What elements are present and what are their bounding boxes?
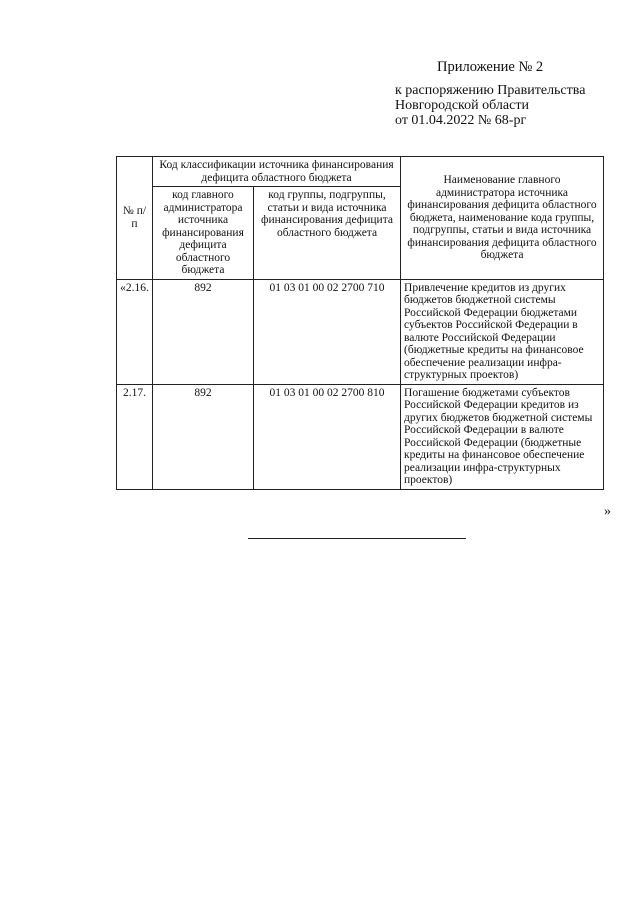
header-classification-code: Код классификации источника финансирования дефицита областного бюджета — [153, 157, 401, 187]
table-header-row — [117, 157, 604, 187]
row-admin-code: 892 — [153, 384, 254, 489]
budget-source-table — [116, 156, 604, 490]
order-reference-line-1: к распоряжению Правительства — [395, 83, 586, 98]
table-row — [117, 279, 604, 384]
header-group-code: код группы, подгруппы, статьи и вида источника финансирования дефицита областного бюджета — [254, 187, 401, 280]
row-classification-code: 01 03 01 00 02 2700 810 — [254, 384, 401, 489]
closing-quote: » — [604, 504, 611, 519]
header-number: № п/п — [117, 157, 153, 280]
table-row — [117, 384, 604, 489]
header-administrator-code: код главного администратора источника финансирования дефицита областного бюджета — [153, 187, 254, 280]
row-admin-code: 892 — [153, 279, 254, 384]
order-reference-line-2: Новгородской области — [395, 98, 529, 113]
end-divider-line — [248, 538, 466, 539]
appendix-title: Приложение № 2 — [437, 59, 544, 75]
row-description: Погашение бюджетами субъектов Российской Федерации кредитов из других бюджетов бюджетной системы Российской Федерации в валюте Российской Федерации (бюджетные кредиты на финансовое обеспечение реализации инфра-структурных проектов) — [401, 384, 604, 489]
appendix-header — [395, 60, 625, 128]
row-classification-code: 01 03 01 00 02 2700 710 — [254, 279, 401, 384]
row-number: 2.17. — [117, 384, 153, 489]
header-administrator-name: Наименование главного администратора источника финансирования дефицита областного бюджета, наименование кода группы, подгруппы, статьи и вида источника финансирования дефицита областного бюджета — [401, 157, 604, 280]
row-description: Привлечение кредитов из других бюджетов бюджетной системы Российской Федерации бюджетами субъектов Российской Федерации в валюте Российской Федерации (бюджетные кредиты на финансовое обеспечение реализации инфра-структурных проектов) — [401, 279, 604, 384]
row-number: «2.16. — [117, 279, 153, 384]
order-reference-line-3: от 01.04.2022 № 68-рг — [395, 113, 527, 128]
